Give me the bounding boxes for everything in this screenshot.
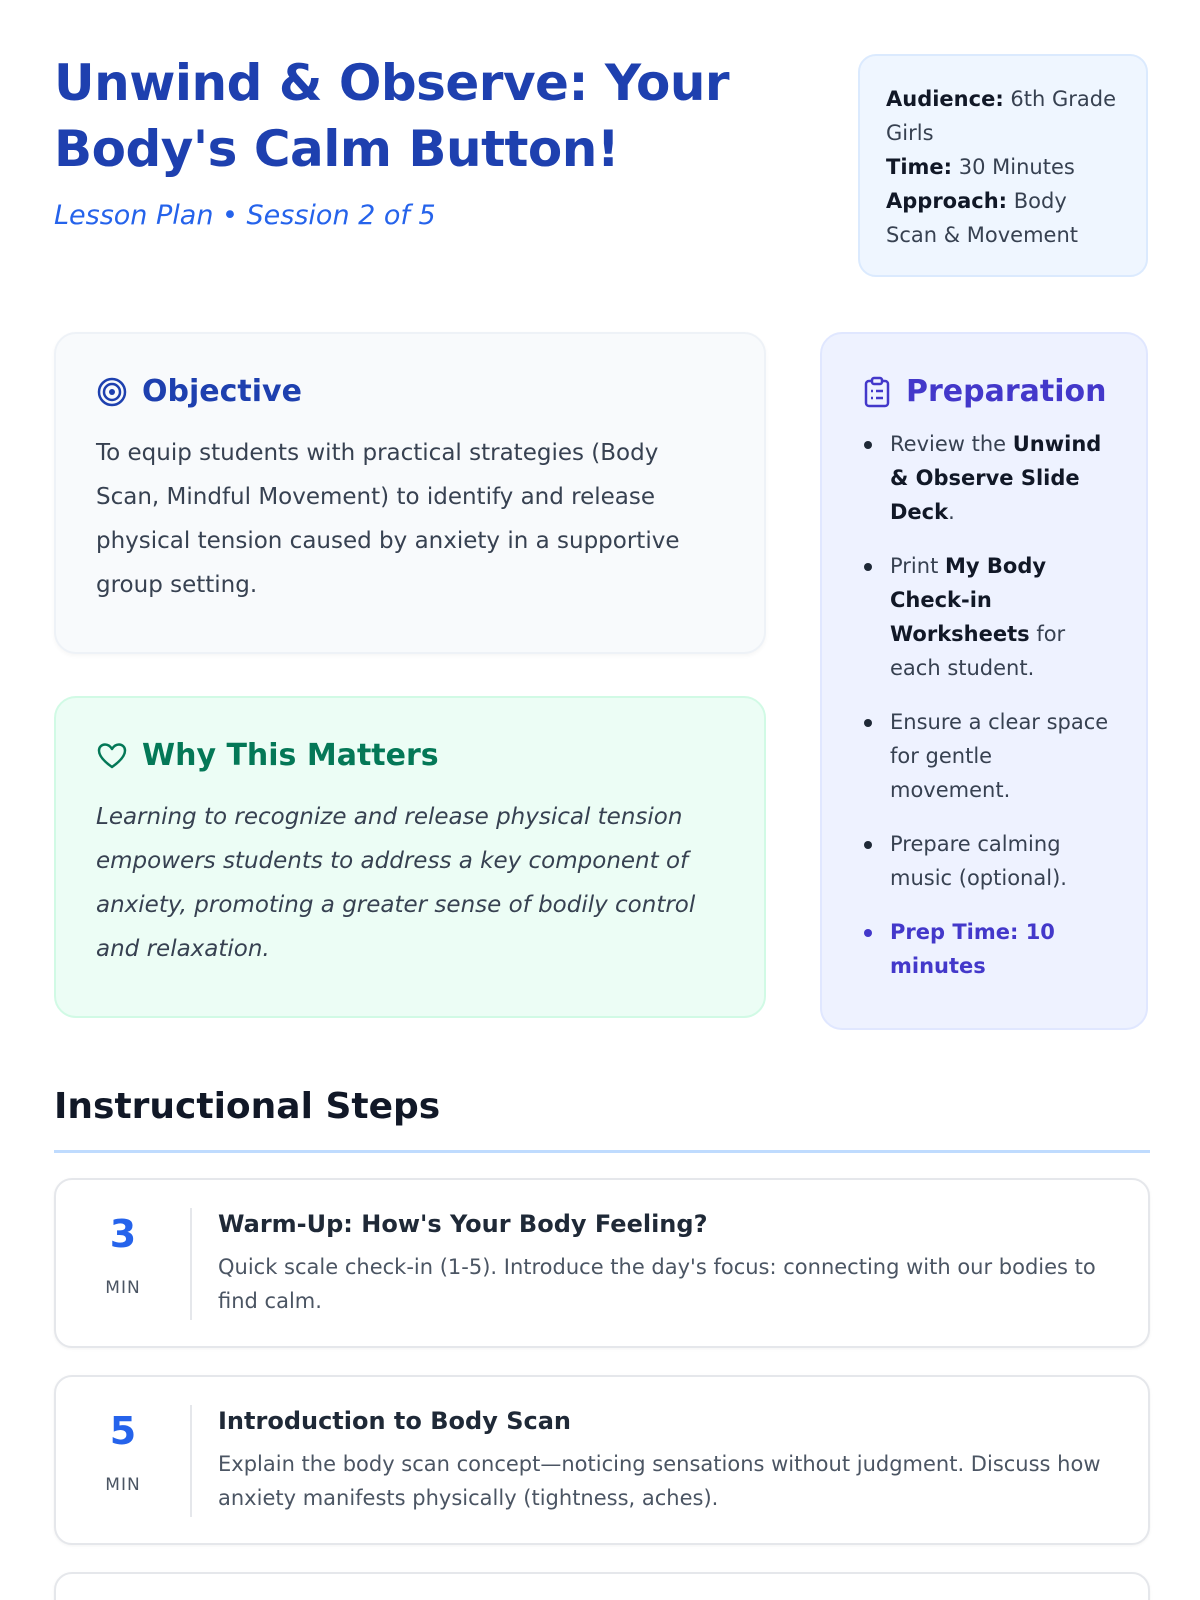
preparation-heading <box>862 374 1116 409</box>
approach-label: Approach: <box>886 189 1008 213</box>
target-icon <box>96 376 128 408</box>
step-description: Explain the body scan concept—noticing sensations without judgment. Discuss how anxiety manifests physically (tightness, aches). <box>218 1452 1101 1510</box>
approach-value: Body Scan & Movement <box>886 189 1079 247</box>
preparation-item: Prepare calming music (optional). <box>862 827 1116 895</box>
preparation-item: Print My Body Check-in Worksheets for each student. <box>862 549 1116 685</box>
audience-value: 6th Grade Girls <box>886 87 1117 145</box>
objective-card <box>54 332 766 654</box>
audience-line <box>886 82 1120 150</box>
step-minutes: 5 <box>109 1409 137 1453</box>
why-title: Why This Matters <box>142 738 439 773</box>
why-this-matters-card <box>54 696 766 1018</box>
step-card <box>54 1375 1150 1545</box>
step-unit: MIN <box>105 1475 141 1495</box>
step-duration <box>56 1377 190 1543</box>
approach-line <box>886 184 1120 252</box>
steps-heading: Instructional Steps <box>54 1086 441 1127</box>
preparation-list <box>862 427 1116 983</box>
steps-divider <box>54 1150 1150 1153</box>
time-line <box>886 150 1120 184</box>
preparation-item: Ensure a clear space for gentle movement. <box>862 705 1116 807</box>
why-heading <box>96 738 724 773</box>
audience-label: Audience: <box>886 87 1004 111</box>
preparation-item: Review the Unwind & Observe Slide Deck. <box>862 427 1116 529</box>
step-minutes: 3 <box>109 1212 137 1256</box>
why-text: Learning to recognize and release physical tension empowers students to address a key component of anxiety, promoting a greater sense of bodily control and relaxation. <box>96 804 696 962</box>
heart-icon <box>96 740 128 772</box>
lesson-meta-box <box>858 54 1148 277</box>
clipboard-icon <box>862 376 892 408</box>
step-unit: MIN <box>105 1278 141 1298</box>
time-label: Time: <box>886 155 953 179</box>
step-card <box>54 1572 1150 1600</box>
objective-title: Objective <box>142 374 302 409</box>
step-body <box>218 1407 1108 1515</box>
step-title: Introduction to Body Scan <box>218 1407 572 1435</box>
objective-text: To equip students with practical strategies (Body Scan, Mindful Movement) to identify and release physical tension caused by anxiety in a supportive group setting. <box>96 440 680 598</box>
step-body <box>218 1210 1108 1318</box>
preparation-title: Preparation <box>906 374 1107 409</box>
time-value: 30 Minutes <box>958 155 1075 179</box>
prep-time: Prep Time: 10 minutes <box>862 915 1116 983</box>
page-title: Unwind & Observe: Your Body's Calm Button! <box>54 54 730 178</box>
step-card <box>54 1178 1150 1348</box>
objective-heading <box>96 374 724 409</box>
preparation-card <box>820 332 1148 1030</box>
step-divider <box>190 1405 192 1517</box>
step-title: Warm-Up: How's Your Body Feeling? <box>218 1210 708 1238</box>
step-duration <box>56 1180 190 1346</box>
page-subtitle: Lesson Plan • Session 2 of 5 <box>54 200 436 231</box>
lesson-header <box>54 50 814 231</box>
step-divider <box>190 1208 192 1320</box>
step-description: Quick scale check-in (1-5). Introduce the day's focus: connecting with our bodies to find calm. <box>218 1255 1096 1313</box>
